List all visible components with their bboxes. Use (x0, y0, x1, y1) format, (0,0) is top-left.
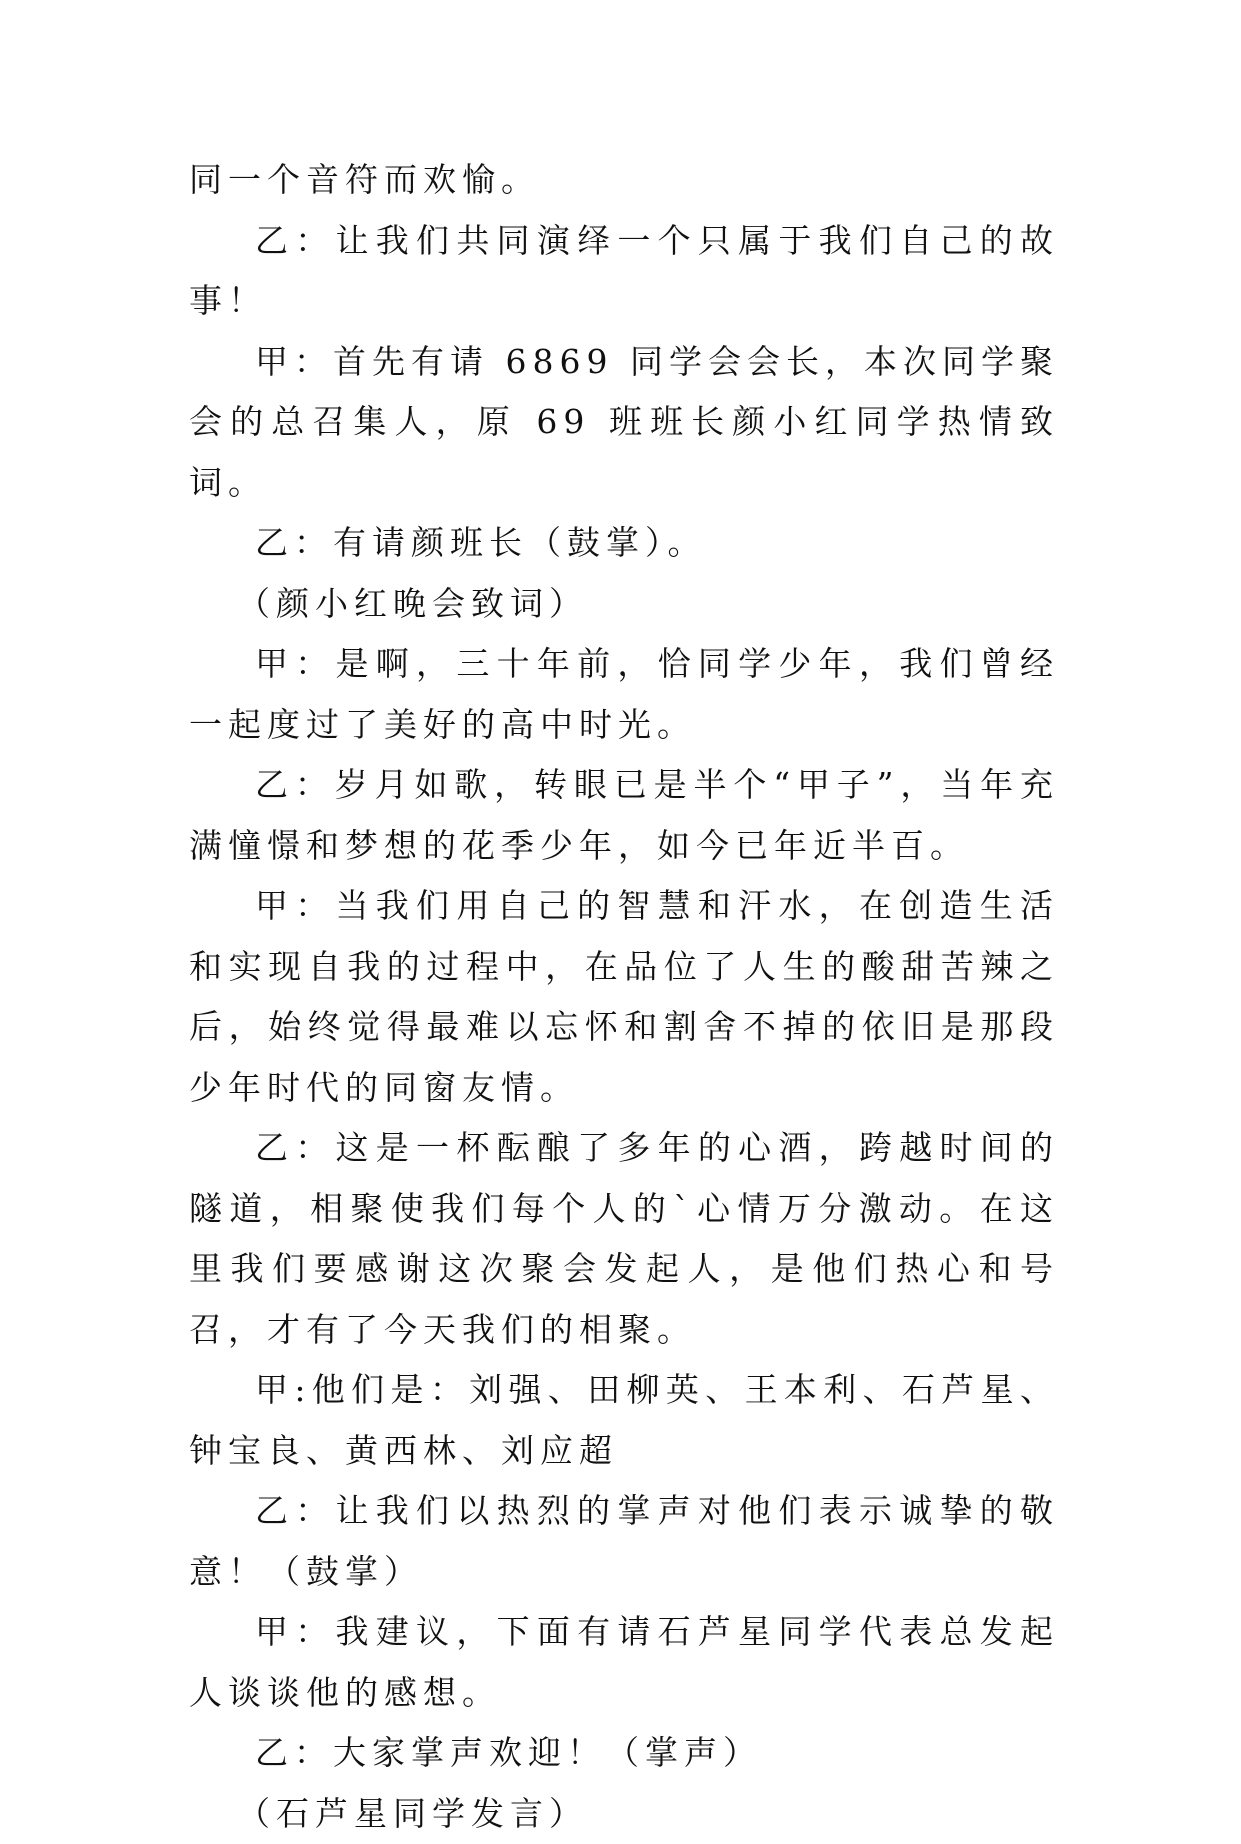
dialogue-paragraph: 乙：有请颜班长（鼓掌）。 (189, 513, 1059, 574)
dialogue-paragraph: 乙：让我们共同演绎一个只属于我们自己的故事！ (189, 211, 1059, 332)
dialogue-paragraph: 乙：岁月如歌，转眼已是半个“甲子”，当年充满憧憬和梦想的花季少年，如今已年近半百。 (189, 755, 1059, 876)
dialogue-paragraph: 甲：当我们用自己的智慧和汗水，在创造生活和实现自我的过程中，在品位了人生的酸甜苦辣之后，始终觉得最难以忘怀和割舍不掉的依旧是那段少年时代的同窗友情。 (189, 876, 1059, 1118)
stage-direction: （石芦星同学发言） (189, 1784, 1059, 1844)
dialogue-paragraph: 乙：大家掌声欢迎！（掌声） (189, 1723, 1059, 1784)
document-body (189, 150, 1059, 1844)
paragraph-continuation: 同一个音符而欢愉。 (189, 150, 1059, 211)
dialogue-paragraph: 甲：是啊，三十年前，恰同学少年，我们曾经一起度过了美好的高中时光。 (189, 634, 1059, 755)
dialogue-paragraph: 乙：这是一杯酝酿了多年的心酒，跨越时间的隧道，相聚使我们每个人的`心情万分激动。在这里我们要感谢这次聚会发起人，是他们热心和号召，才有了今天我们的相聚。 (189, 1118, 1059, 1360)
stage-direction: （颜小红晚会致词） (189, 574, 1059, 635)
dialogue-paragraph: 乙：让我们以热烈的掌声对他们表示诚挚的敬意！（鼓掌） (189, 1481, 1059, 1602)
dialogue-paragraph: 甲:他们是：刘强、田柳英、王本利、石芦星、钟宝良、黄西林、刘应超 (189, 1360, 1059, 1481)
dialogue-paragraph: 甲：我建议，下面有请石芦星同学代表总发起人谈谈他的感想。 (189, 1602, 1059, 1723)
dialogue-paragraph: 甲：首先有请 6869 同学会会长，本次同学聚会的总召集人，原 69 班班长颜小红同学热情致词。 (189, 332, 1059, 514)
